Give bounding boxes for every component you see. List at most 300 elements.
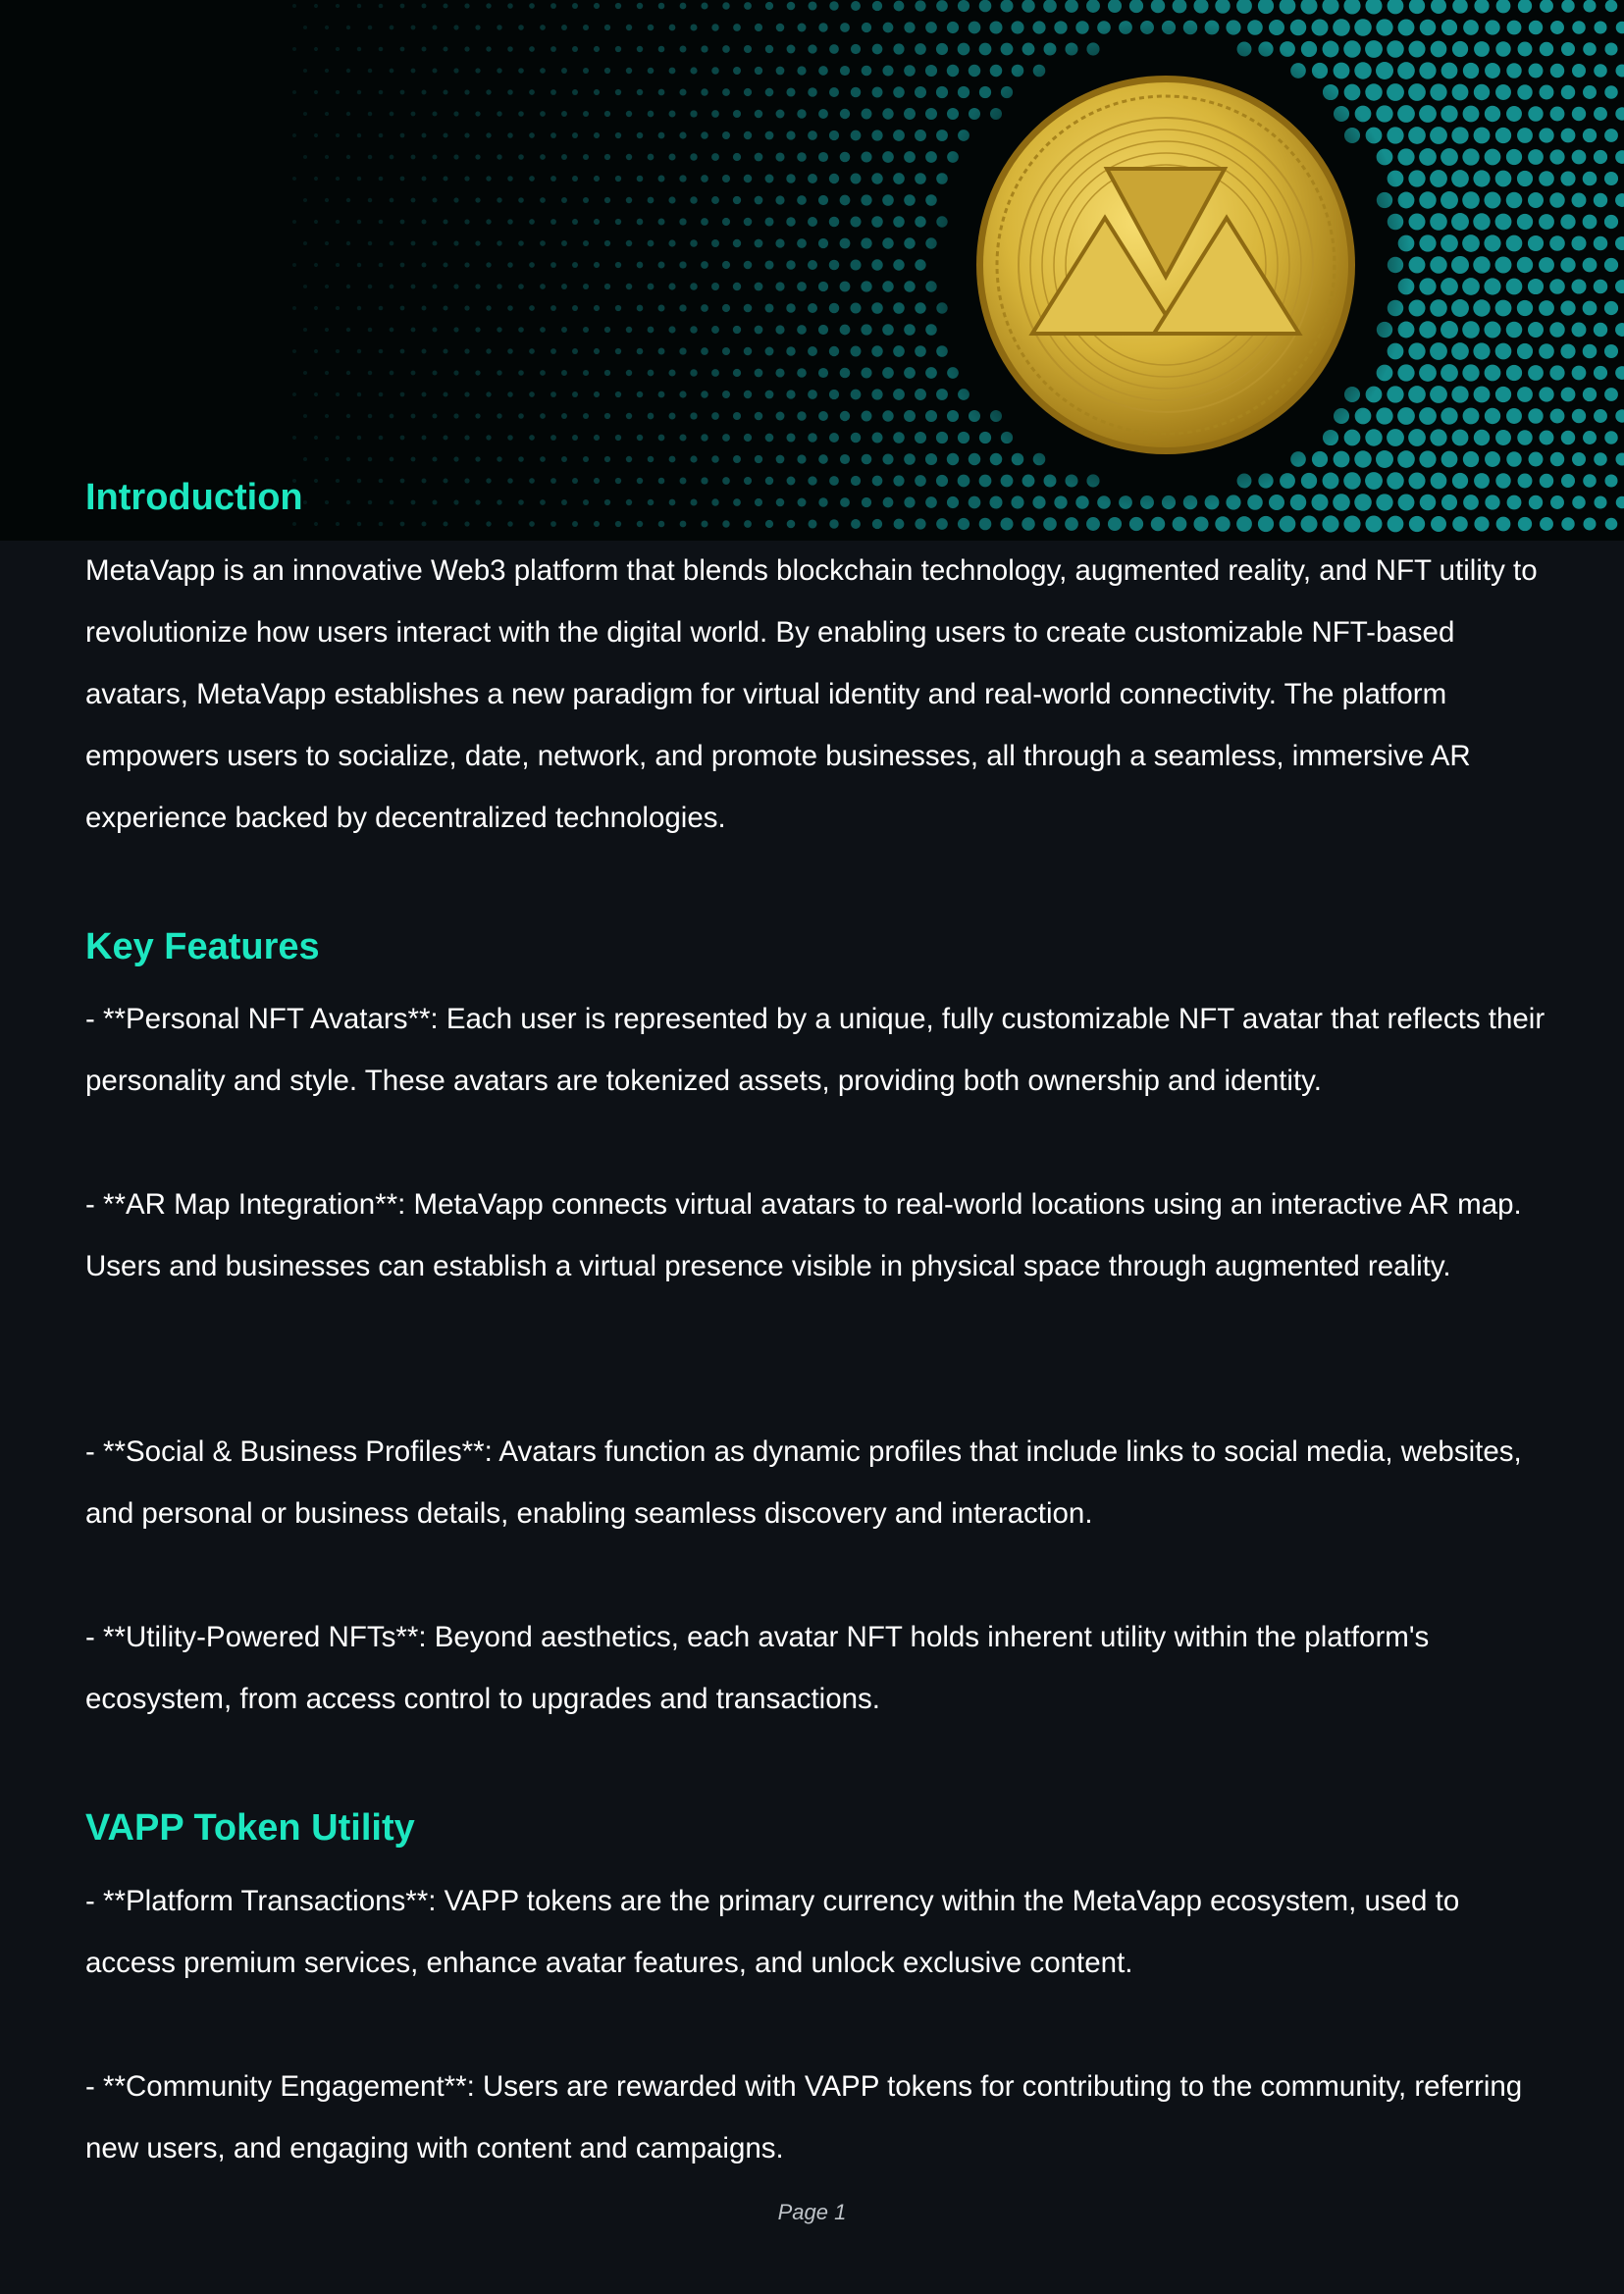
halftone-dot [925, 65, 937, 77]
halftone-dot [765, 175, 774, 183]
halftone-dot [711, 283, 719, 290]
halftone-dot [861, 367, 871, 378]
halftone-dot [443, 262, 447, 267]
halftone-dot [594, 176, 600, 182]
halftone-dot [475, 111, 480, 116]
halftone-dot [882, 367, 894, 379]
halftone-dot [497, 197, 501, 202]
halftone-dot [1323, 473, 1339, 490]
halftone-dot [862, 497, 871, 507]
halftone-dot [604, 456, 610, 462]
halftone-dot [314, 90, 318, 94]
halftone-dot [400, 479, 405, 484]
halftone-dot [872, 519, 882, 529]
halftone-dot [648, 111, 655, 118]
halftone-dot [1086, 0, 1100, 13]
halftone-dot [368, 241, 373, 246]
halftone-dot [1528, 192, 1544, 208]
halftone-dot [475, 240, 480, 245]
halftone-dot [1572, 21, 1586, 34]
halftone-dot [1408, 472, 1425, 489]
halftone-dot [433, 26, 438, 30]
halftone-dot [648, 327, 655, 334]
halftone-dot [1311, 19, 1328, 35]
halftone-dot [1572, 495, 1586, 509]
halftone-dot [594, 478, 600, 484]
halftone-dot [325, 328, 329, 332]
halftone-dot [690, 498, 697, 505]
halftone-dot [1604, 85, 1617, 98]
halftone-dot [486, 3, 491, 8]
halftone-dot [486, 176, 491, 181]
halftone-dot [1496, 0, 1511, 13]
halftone-dot [507, 46, 513, 52]
halftone-dot [1000, 0, 1013, 13]
halftone-dot [818, 454, 828, 464]
halftone-dot [1376, 450, 1393, 468]
halftone-dot [1441, 407, 1457, 424]
halftone-dot [443, 3, 447, 8]
halftone-dot [872, 433, 883, 443]
halftone-dot [1507, 21, 1522, 35]
halftone-dot [390, 155, 394, 160]
halftone-dot [840, 454, 850, 464]
halftone-dot [550, 305, 556, 311]
halftone-dot [486, 478, 491, 483]
halftone-dot [786, 130, 795, 139]
halftone-dot [679, 131, 686, 138]
halftone-dot [390, 414, 394, 419]
halftone-dot [604, 154, 610, 160]
halftone-dot [357, 436, 361, 440]
halftone-dot [314, 479, 318, 483]
halftone-dot [1604, 129, 1618, 142]
halftone-dot [947, 453, 959, 465]
halftone-dot [915, 518, 925, 529]
halftone-dot [668, 369, 675, 376]
halftone-dot [507, 132, 513, 138]
halftone-dot [851, 519, 861, 529]
halftone-dot [1108, 0, 1122, 13]
halftone-dot [1387, 429, 1404, 446]
halftone-dot [390, 500, 394, 505]
halftone-dot [1549, 322, 1564, 337]
halftone-dot [572, 391, 578, 397]
halftone-dot [529, 435, 535, 441]
halftone-dot [1463, 63, 1479, 78]
halftone-dot [829, 44, 839, 54]
halftone-dot [925, 151, 937, 163]
halftone-dot [947, 108, 959, 120]
halftone-dot [615, 391, 621, 397]
halftone-dot [861, 194, 871, 205]
halftone-dot [550, 89, 556, 95]
halftone-dot [604, 327, 610, 333]
halftone-dot [1151, 0, 1166, 13]
halftone-dot [615, 89, 621, 95]
halftone-dot [1343, 40, 1361, 58]
halftone-dot [850, 302, 861, 313]
halftone-dot [733, 455, 741, 463]
halftone-dot [701, 477, 707, 484]
halftone-dot [561, 68, 567, 74]
halftone-dot [882, 281, 893, 291]
halftone-dot [1408, 127, 1426, 144]
halftone-dot [572, 348, 578, 354]
halftone-dot [1420, 20, 1437, 36]
halftone-dot [764, 260, 773, 269]
halftone-dot [808, 433, 817, 443]
halftone-dot [529, 478, 535, 484]
feature-ar-map-integration: - **AR Map Integration**: MetaVapp connects virtual avatars to real-world locations using an interactive AR map. Users and businesses can establish a virtual presence visible in physical space through augmented reality. [85, 1188, 1522, 1282]
halftone-dot [572, 3, 578, 9]
halftone-dot [915, 345, 926, 357]
halftone-dot [871, 130, 882, 140]
halftone-dot [733, 369, 741, 377]
halftone-dot [1301, 41, 1317, 57]
halftone-dot [1474, 387, 1491, 403]
halftone-dot [433, 328, 438, 333]
halftone-dot [1322, 515, 1338, 532]
halftone-dot [1365, 472, 1383, 490]
halftone-dot [979, 518, 992, 531]
halftone-dot [851, 390, 862, 400]
halftone-dot [464, 391, 469, 396]
halftone-dot [314, 263, 318, 267]
halftone-dot [497, 68, 501, 73]
halftone-dot [679, 304, 686, 311]
halftone-dot [744, 2, 752, 10]
halftone-dot [411, 69, 416, 74]
halftone-dot [1462, 235, 1480, 252]
halftone-dot [1300, 0, 1317, 15]
halftone-dot [1075, 21, 1088, 33]
halftone-dot [840, 368, 851, 379]
halftone-dot [1129, 0, 1143, 13]
halftone-dot [733, 283, 741, 290]
halftone-dot [1419, 278, 1436, 294]
halftone-dot [1539, 343, 1554, 359]
halftone-dot [464, 435, 469, 440]
halftone-dot [1583, 388, 1597, 401]
halftone-dot [1540, 431, 1554, 445]
halftone-dot [711, 67, 719, 75]
halftone-dot [400, 220, 405, 225]
halftone-dot [1022, 517, 1035, 531]
halftone-dot [1054, 21, 1067, 33]
halftone-dot [797, 109, 806, 118]
halftone-dot [915, 389, 926, 400]
halftone-dot [550, 3, 556, 9]
halftone-dot [1451, 299, 1469, 317]
halftone-dot [1540, 85, 1554, 100]
halftone-dot [540, 327, 546, 333]
halftone-dot [744, 45, 752, 53]
halftone-dot [1528, 149, 1544, 165]
halftone-dot [733, 326, 741, 334]
halftone-dot [433, 198, 438, 203]
halftone-dot [1474, 128, 1491, 144]
halftone-dot [904, 151, 916, 163]
halftone-dot [1269, 20, 1284, 35]
halftone-dot [680, 46, 687, 53]
halftone-dot [529, 46, 535, 52]
halftone-dot [1333, 19, 1350, 36]
halftone-dot [733, 67, 741, 75]
halftone-dot [1365, 429, 1382, 445]
halftone-dot [1441, 148, 1458, 166]
halftone-dot [1615, 236, 1624, 250]
halftone-dot [668, 239, 675, 246]
halftone-dot [540, 154, 546, 160]
halftone-dot [668, 196, 675, 203]
halftone-dot [615, 132, 621, 138]
halftone-dot [755, 110, 763, 119]
halftone-dot [325, 26, 329, 29]
halftone-dot [422, 47, 427, 52]
halftone-dot [1441, 191, 1458, 209]
halftone-dot [829, 346, 839, 356]
token-community-engagement: - **Community Engagement**: Users are rewarded with VAPP tokens for contributing to the community, referring new users, and engaging with content and campaigns. [85, 2070, 1523, 2164]
halftone-dot [755, 153, 763, 162]
halftone-dot [497, 154, 501, 159]
halftone-dot [1518, 517, 1532, 531]
halftone-dot [464, 89, 469, 94]
halftone-dot [357, 47, 361, 51]
halftone-dot [336, 177, 340, 181]
halftone-dot [1474, 473, 1490, 489]
halftone-dot [1463, 451, 1479, 467]
halftone-dot [701, 520, 707, 527]
halftone-dot [679, 261, 686, 268]
halftone-dot [422, 133, 427, 138]
halftone-dot [443, 435, 447, 440]
halftone-dot [368, 112, 373, 117]
halftone-dot [883, 23, 894, 33]
halftone-dot [1419, 364, 1437, 382]
halftone-dot [851, 476, 861, 486]
halftone-dot [1517, 171, 1533, 186]
halftone-dot [475, 68, 480, 73]
halftone-dot [1452, 516, 1468, 532]
halftone-dot [540, 456, 546, 462]
halftone-dot [893, 130, 905, 141]
halftone-dot [464, 348, 469, 353]
halftone-dot [1011, 495, 1023, 508]
dot-pattern-background [0, 0, 1624, 541]
halftone-dot [1529, 64, 1544, 78]
halftone-dot [604, 68, 610, 74]
halftone-dot [947, 65, 959, 77]
halftone-dot [669, 68, 676, 75]
halftone-dot [1583, 85, 1597, 99]
halftone-dot [1484, 321, 1500, 338]
halftone-dot [1365, 83, 1382, 100]
halftone-dot [669, 499, 676, 506]
halftone-dot [572, 521, 578, 527]
halftone-dot [529, 176, 535, 182]
halftone-dot [422, 436, 427, 441]
halftone-dot [882, 410, 893, 421]
halftone-dot [637, 132, 644, 139]
halftone-dot [765, 477, 773, 485]
halftone-dot [1441, 278, 1458, 295]
halftone-dot [626, 68, 632, 74]
halftone-dot [1290, 20, 1307, 36]
halftone-dot [1408, 429, 1426, 446]
halftone-dot [411, 500, 416, 505]
halftone-dot [615, 478, 621, 484]
halftone-dot [486, 305, 491, 310]
halftone-dot [1561, 388, 1576, 402]
halftone-dot [529, 89, 535, 95]
halftone-dot [861, 281, 871, 291]
halftone-dot [818, 195, 828, 205]
halftone-dot [379, 392, 384, 397]
halftone-dot [722, 477, 730, 485]
halftone-dot [368, 26, 373, 30]
halftone-dot [818, 152, 828, 162]
halftone-dot [400, 4, 405, 9]
halftone-dot [357, 306, 361, 310]
halftone-dot [518, 25, 524, 30]
halftone-dot [776, 498, 785, 507]
halftone-dot [733, 239, 741, 247]
halftone-dot [850, 259, 861, 270]
halftone-dot [1280, 516, 1296, 533]
halftone-dot [1408, 299, 1425, 316]
halftone-dot [637, 521, 643, 527]
halftone-dot [648, 456, 655, 463]
halftone-dot [1441, 495, 1457, 510]
halftone-dot [958, 518, 969, 530]
halftone-dot [357, 392, 361, 396]
halftone-dot [540, 111, 546, 117]
halftone-dot [1376, 494, 1392, 510]
halftone-dot [379, 90, 384, 95]
halftone-dot [1539, 128, 1553, 142]
halftone-dot [861, 324, 871, 335]
halftone-dot [1473, 342, 1490, 359]
halftone-dot [1604, 215, 1618, 229]
halftone-dot [1518, 0, 1532, 13]
halftone-dot [594, 219, 600, 225]
halftone-dot [1561, 129, 1576, 143]
halftone-dot [787, 45, 796, 54]
halftone-dot [1484, 191, 1500, 208]
halftone-dot [722, 520, 729, 527]
halftone-dot [475, 327, 480, 332]
halftone-dot [797, 238, 807, 248]
halftone-dot [1594, 366, 1607, 380]
halftone-dot [658, 176, 665, 182]
halftone-dot [443, 348, 447, 353]
halftone-dot [615, 262, 621, 268]
halftone-dot [1583, 301, 1598, 316]
halftone-dot [818, 368, 828, 378]
halftone-dot [679, 218, 686, 225]
halftone-dot [915, 475, 926, 487]
halftone-dot [722, 434, 730, 442]
halftone-dot [744, 391, 752, 398]
halftone-dot [411, 457, 416, 462]
halftone-dot [615, 219, 621, 225]
halftone-dot [1518, 42, 1533, 57]
halftone-dot [1583, 344, 1598, 359]
halftone-dot [755, 239, 763, 248]
halftone-dot [1151, 517, 1166, 532]
halftone-dot [336, 392, 340, 396]
halftone-dot [1583, 129, 1597, 142]
halftone-dot [1484, 235, 1500, 251]
halftone-dot [1419, 235, 1436, 251]
halftone-dot [1594, 452, 1607, 466]
halftone-dot [411, 285, 416, 289]
halftone-dot [1473, 170, 1490, 186]
halftone-dot [464, 219, 469, 224]
halftone-dot [744, 88, 752, 96]
halftone-dot [882, 65, 893, 76]
halftone-dot [1583, 258, 1598, 273]
halftone-dot [925, 453, 937, 465]
halftone-dot [336, 436, 340, 440]
halftone-dot [829, 390, 839, 399]
halftone-dot [1540, 0, 1553, 13]
halftone-dot [1397, 148, 1414, 165]
halftone-dot [550, 435, 556, 441]
halftone-dot [422, 220, 427, 225]
halftone-dot [915, 173, 926, 184]
halftone-dot [1615, 64, 1624, 77]
halftone-dot [1615, 366, 1624, 380]
halftone-dot [325, 69, 329, 73]
halftone-dot [615, 435, 621, 441]
halftone-dot [722, 347, 730, 355]
halftone-dot [346, 414, 350, 418]
halftone-dot [411, 241, 416, 246]
halftone-dot [615, 176, 621, 182]
halftone-dot [1572, 193, 1587, 208]
halftone-dot [722, 175, 730, 182]
halftone-dot [936, 0, 948, 12]
halftone-dot [464, 46, 469, 51]
halftone-dot [1462, 148, 1479, 165]
halftone-dot [550, 46, 556, 52]
halftone-dot [1065, 0, 1078, 13]
halftone-dot [1615, 150, 1624, 164]
halftone-dot [400, 349, 405, 354]
halftone-dot [561, 370, 567, 376]
halftone-dot [786, 87, 795, 96]
halftone-dot [882, 108, 893, 119]
halftone-dot [550, 262, 556, 268]
halftone-dot [711, 110, 719, 118]
halftone-dot [679, 88, 686, 95]
halftone-dot [1334, 451, 1350, 468]
halftone-dot [637, 262, 644, 269]
halftone-dot [1387, 83, 1404, 101]
halftone-dot [798, 24, 807, 32]
halftone-dot [626, 111, 632, 117]
halftone-dot [292, 47, 296, 51]
halftone-dot [904, 194, 916, 206]
halftone-dot [1539, 257, 1554, 273]
halftone-dot [765, 88, 774, 97]
halftone-dot [776, 67, 785, 76]
halftone-dot [453, 284, 458, 288]
halftone-dot [1529, 495, 1543, 509]
halftone-dot [637, 435, 643, 441]
